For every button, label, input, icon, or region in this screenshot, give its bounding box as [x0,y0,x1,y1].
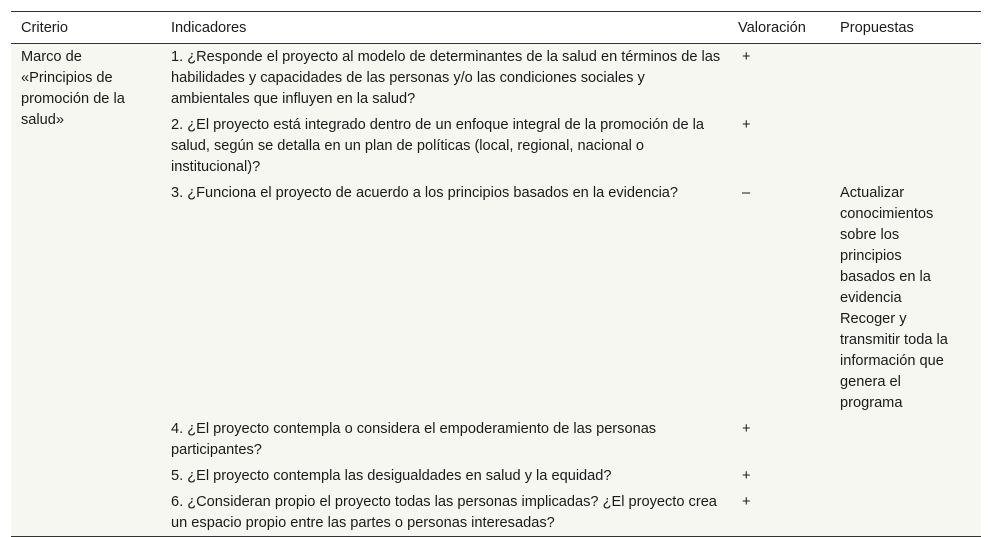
indicador-cell: 6. ¿Consideran propio el proyecto todas las personas implicadas? ¿El proyecto crea un espacio propio entre las partes o personas interesadas? [171,494,717,531]
header-row [11,12,981,44]
header-criterio: Criterio [21,19,69,36]
valoracion-cell: + [742,494,751,510]
propuesta-cell [830,112,981,180]
propuesta-cell: Actualizar conocimientos sobre los principios basados en la evidencia Recoger y transmitir toda la información que genera el programa [840,185,948,411]
valoracion-cell: – [742,185,751,201]
header-propuestas: Propuestas [840,19,914,36]
indicador-cell: 4. ¿El proyecto contempla o considera el empoderamiento de las personas participantes? [171,421,657,458]
table-row [11,44,981,113]
valoracion-cell: + [742,49,751,65]
valoracion-cell: + [742,117,751,133]
indicador-cell: 1. ¿Responde el proyecto al modelo de determinantes de la salud en términos de las habilidades y capacidades de las personas y/o las condiciones sociales y ambientales que influyen en la salud? [171,49,721,107]
indicador-cell: 3. ¿Funciona el proyecto de acuerdo a los principios basados en la evidencia? [171,185,679,201]
evaluation-table [11,11,981,537]
propuesta-cell [830,489,981,537]
propuesta-cell [830,463,981,489]
valoracion-cell: + [742,421,751,437]
header-indicadores: Indicadores [171,19,247,36]
table-header [11,12,981,44]
propuesta-cell [830,44,981,113]
table-body [11,44,981,537]
propuesta-cell [830,416,981,463]
valoracion-cell: + [742,468,751,484]
indicador-cell: 2. ¿El proyecto está integrado dentro de un enfoque integral de la promoción de la salud, según se detalla en un plan de políticas (local, regional, nacional o institucional)? [171,117,705,175]
criterio-cell: Marco de «Principios de promoción de la salud» [21,49,125,128]
header-valoracion: Valoración [738,19,806,36]
indicador-cell: 5. ¿El proyecto contempla las desigualdades en salud y la equidad? [171,468,612,484]
